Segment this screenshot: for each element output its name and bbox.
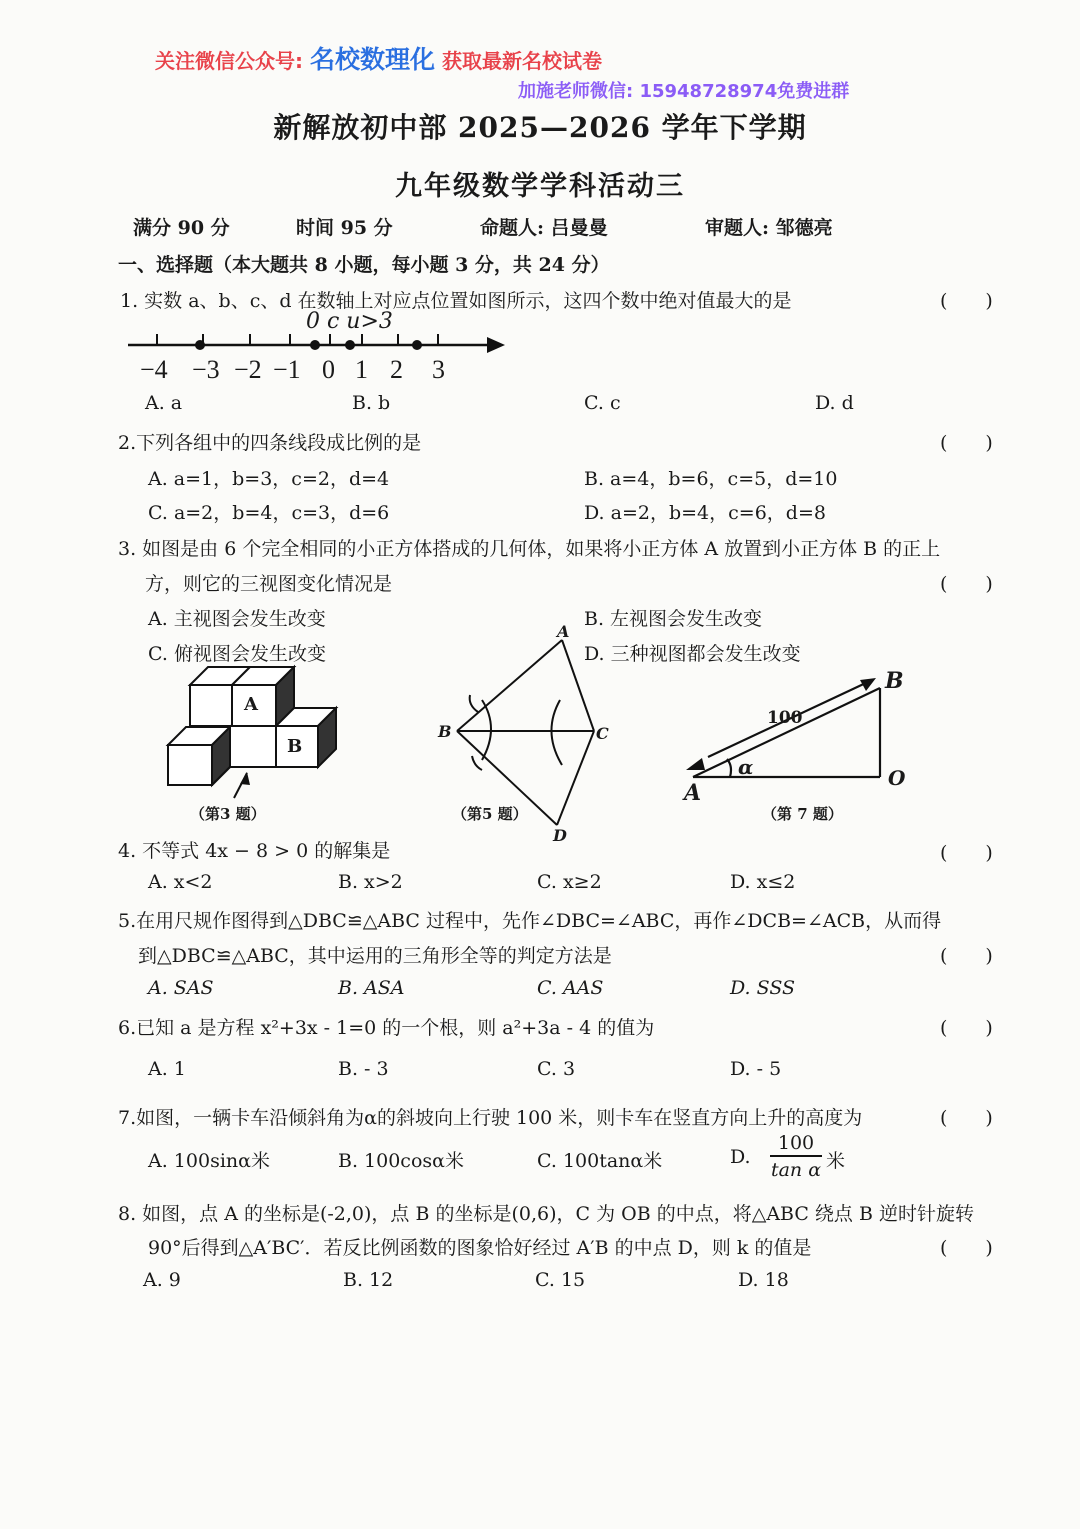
- cube-label-a: A: [244, 694, 258, 715]
- kite-label-d: D: [553, 826, 567, 845]
- q1-option-c[interactable]: C. c: [584, 392, 621, 414]
- exam-title: 新解放初中部 2025—2026 学年下学期: [273, 111, 807, 144]
- exam-time: 时间 95 分: [296, 217, 393, 239]
- q3-option-a[interactable]: A. 主视图会发生改变: [148, 608, 326, 630]
- slope-label-b: B: [885, 668, 904, 694]
- q4-option-c[interactable]: C. x≥2: [537, 871, 602, 893]
- q2-text: 2.下列各组中的四条线段成比例的是: [118, 432, 422, 454]
- q4-text: 4. 不等式 4x − 8 > 0 的解集是: [118, 840, 391, 862]
- cube-label-b: B: [287, 736, 303, 757]
- kite-label-c: C: [596, 724, 609, 743]
- q2-option-d[interactable]: D. a=2，b=4，c=6，d=8: [584, 502, 826, 524]
- q7-fraction-numerator: 100: [770, 1131, 822, 1157]
- watermark-line2: 加施老师微信: 15948728974免费进群: [518, 81, 850, 102]
- q7-option-d-unit: 米: [826, 1150, 846, 1172]
- q4-answer-paren: ( ): [940, 842, 993, 864]
- figure-5-caption: （第5 题）: [452, 805, 528, 823]
- q5-option-a[interactable]: A. SAS: [148, 977, 214, 999]
- q4-option-d[interactable]: D. x≤2: [730, 871, 796, 893]
- q5-answer-paren: ( ): [940, 945, 993, 967]
- q8-answer-paren: ( ): [940, 1237, 993, 1259]
- slope-length: 100: [767, 708, 803, 728]
- watermark-pre: 关注微信公众号:: [155, 49, 303, 73]
- q2-option-b[interactable]: B. a=4，b=6，c=5，d=10: [584, 468, 838, 490]
- q7-option-b[interactable]: B. 100cosα米: [338, 1150, 464, 1172]
- q8-option-b[interactable]: B. 12: [343, 1269, 394, 1291]
- slope-label-o: O: [888, 766, 906, 790]
- q7-option-a[interactable]: A. 100sinα米: [148, 1150, 270, 1172]
- q8-option-a[interactable]: A. 9: [143, 1269, 181, 1291]
- q7-option-d-fraction[interactable]: [770, 1131, 822, 1183]
- tick-label-3: 3: [432, 355, 445, 384]
- q4-option-b[interactable]: B. x>2: [338, 871, 403, 893]
- slope-angle-alpha: α: [738, 755, 754, 779]
- q8-text-line2: 90°后得到△A′BC′．若反比例函数的图象恰好经过 A′B 的中点 D，则 k 的值是: [148, 1237, 812, 1259]
- section-heading: 一、选择题（本大题共 8 小题，每小题 3 分，共 24 分）: [118, 254, 610, 276]
- q8-option-c[interactable]: C. 15: [535, 1269, 586, 1291]
- q3-text-line1: 3. 如图是由 6 个完全相同的小正方体搭成的几何体，如果将小正方体 A 放置到小正方体 B 的正上: [118, 538, 941, 560]
- q2-option-a[interactable]: A. a=1，b=3，c=2，d=4: [148, 468, 390, 490]
- kite-label-a: A: [557, 622, 570, 641]
- tick-label-neg1: −1: [273, 355, 301, 384]
- q6-answer-paren: ( ): [940, 1017, 993, 1039]
- exam-subtitle: 九年级数学学科活动三: [395, 171, 685, 202]
- tick-label-neg2: −2: [234, 355, 262, 384]
- slope-label-a: A: [684, 780, 702, 806]
- q2-option-c[interactable]: C. a=2，b=4，c=3，d=6: [148, 502, 390, 524]
- q8-option-d[interactable]: D. 18: [738, 1269, 789, 1291]
- tick-label-2: 2: [390, 355, 403, 384]
- q1-handwriting: 0 c u>3: [306, 309, 393, 334]
- q7-answer-paren: ( ): [940, 1107, 993, 1129]
- tick-label-neg3: −3: [192, 355, 220, 384]
- q5-text-line1: 5.在用尺规作图得到△DBC≌△ABC 过程中，先作∠DBC=∠ABC，再作∠DCB=∠ACB，从而得: [118, 910, 942, 932]
- q5-option-d[interactable]: D. SSS: [730, 977, 796, 999]
- q6-option-d[interactable]: D. - 5: [730, 1058, 782, 1080]
- tick-label-neg4: −4: [140, 355, 168, 384]
- q5-option-c[interactable]: C. AAS: [537, 977, 604, 999]
- exam-reviewer: 审题人: 邹德亮: [705, 217, 833, 239]
- q3-answer-paren: ( ): [940, 573, 993, 595]
- q3-option-b[interactable]: B. 左视图会发生改变: [584, 608, 763, 630]
- figure-7-caption: （第 7 题）: [762, 805, 843, 823]
- q7-fraction-denominator: tan α: [770, 1159, 822, 1181]
- watermark-post: 获取最新名校试卷: [441, 49, 602, 73]
- q1-option-d[interactable]: D. d: [815, 392, 854, 414]
- q5-text-line2: 到△DBC≌△ABC，其中运用的三角形全等的判定方法是: [138, 945, 612, 967]
- q6-option-a[interactable]: A. 1: [148, 1058, 186, 1080]
- q5-option-b[interactable]: B. ASA: [338, 977, 405, 999]
- watermark-brand: 名校数理化: [309, 45, 435, 74]
- tick-label-1: 1: [355, 355, 368, 384]
- q6-text: 6.已知 a 是方程 x²+3x - 1=0 的一个根，则 a²+3a - 4 的值为: [118, 1017, 655, 1039]
- q4-option-a[interactable]: A. x<2: [148, 871, 213, 893]
- q3-text-line2: 方，则它的三视图变化情况是: [145, 573, 393, 595]
- q2-answer-paren: ( ): [940, 432, 993, 454]
- q1-option-a[interactable]: A. a: [145, 392, 183, 414]
- full-score: 满分 90 分: [133, 217, 230, 239]
- figure-3-caption: （第3 题）: [190, 805, 266, 823]
- q3-option-d[interactable]: D. 三种视图都会发生改变: [584, 643, 801, 665]
- q7-option-d-label[interactable]: D.: [730, 1146, 751, 1168]
- q6-option-c[interactable]: C. 3: [537, 1058, 576, 1080]
- kite-label-b: B: [438, 722, 452, 741]
- q7-option-c[interactable]: C. 100tanα米: [537, 1150, 663, 1172]
- q6-option-b[interactable]: B. - 3: [338, 1058, 389, 1080]
- q8-text-line1: 8. 如图，点 A 的坐标是(-2,0)，点 B 的坐标是(0,6)，C 为 OB 的中点，将△ABC 绕点 B 逆时针旋转: [118, 1203, 974, 1225]
- q3-option-c[interactable]: C. 俯视图会发生改变: [148, 643, 326, 665]
- q1-text: 1. 实数 a、b、c、d 在数轴上对应点位置如图所示，这四个数中绝对值最大的是: [120, 290, 792, 312]
- exam-author: 命题人: 吕曼曼: [480, 217, 608, 239]
- q1-answer-paren: ( ): [940, 290, 993, 312]
- q1-option-b[interactable]: B. b: [352, 392, 391, 414]
- tick-label-0: 0: [322, 355, 335, 384]
- q7-text: 7.如图，一辆卡车沿倾斜角为α的斜坡向上行驶 100 米，则卡车在竖直方向上升的高度为: [118, 1107, 863, 1129]
